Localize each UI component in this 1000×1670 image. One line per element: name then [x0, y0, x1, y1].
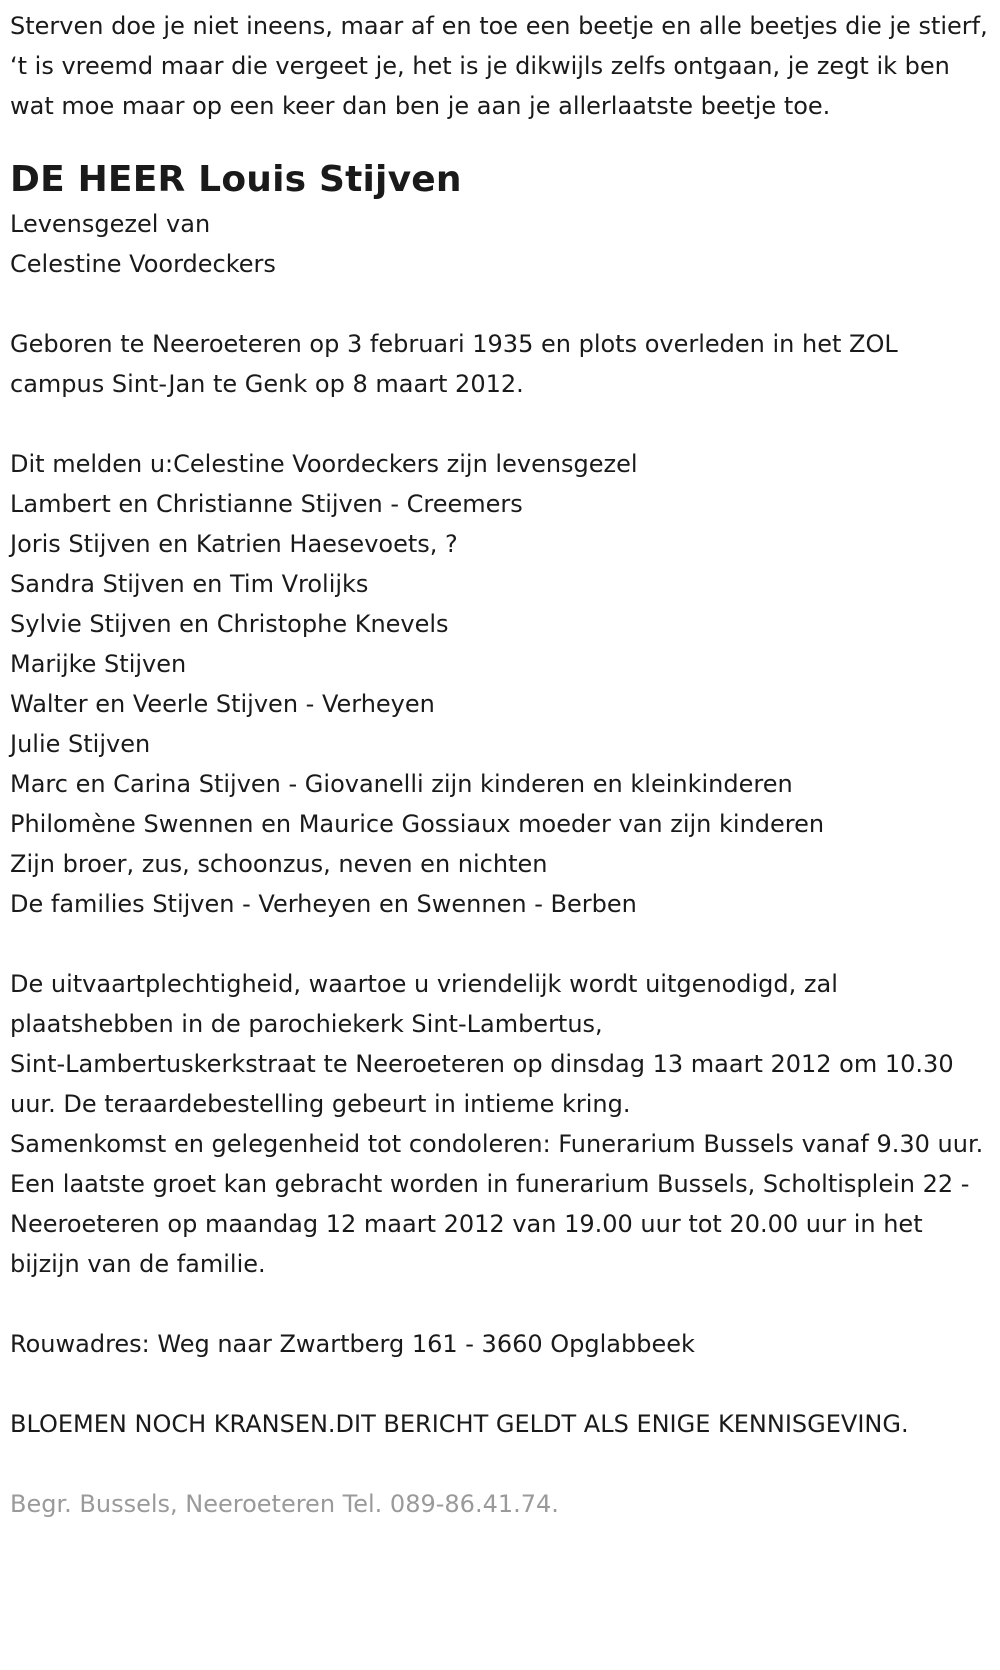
partner-section — [10, 204, 995, 284]
family-line: Walter en Veerle Stijven - Verheyen — [10, 690, 435, 718]
family-line: Zijn broer, zus, schoonzus, neven en nichten — [10, 850, 548, 878]
spacer — [10, 924, 995, 964]
family-line: Sylvie Stijven en Christophe Knevels — [10, 610, 449, 638]
funeral-paragraph: Samenkomst en gelegenheid tot condoleren: Funerarium Bussels vanaf 9.30 uur. — [10, 1130, 984, 1158]
family-line: Lambert en Christianne Stijven - Creemers — [10, 490, 523, 518]
family-line: Sandra Stijven en Tim Vrolijks — [10, 570, 369, 598]
poem-text: Sterven doe je niet ineens, maar af en toe een beetje en alle beetjes die je stierf, ‘t is vreemd maar die vergeet je, het is je dikwijls zelfs ontgaan, je zegt ik ben wat moe maar op een keer dan ben je aan je allerlaatste beetje toe. — [10, 12, 988, 120]
family-line: Joris Stijven en Katrien Haesevoets, ? — [10, 530, 458, 558]
funeral-details — [10, 964, 995, 1284]
funeral-paragraph: Sint-Lambertuskerkstraat te Neeroeteren op dinsdag 13 maart 2012 om 10.30 uur. De teraardebestelling gebeurt in intieme kring. — [10, 1050, 954, 1118]
spacer — [10, 404, 995, 444]
deceased-name: DE HEER Louis Stijven — [10, 159, 462, 200]
family-line: Philomène Swennen en Maurice Gossiaux moeder van zijn kinderen — [10, 810, 825, 838]
funeral-paragraph: Een laatste groet kan gebracht worden in funerarium Bussels, Scholtisplein 22 - Neeroeteren op maandag 12 maart 2012 van 19.00 uur tot 20.00 uur in het bijzijn van de familie. — [10, 1170, 970, 1278]
obituary-notice — [10, 6, 995, 1548]
birth-death-text: Geboren te Neeroeteren op 3 februari 1935 en plots overleden in het ZOL campus Sint-Jan te Genk op 8 maart 2012. — [10, 330, 898, 398]
family-line: Julie Stijven — [10, 730, 151, 758]
family-line: Marijke Stijven — [10, 650, 187, 678]
spacer — [10, 1284, 995, 1324]
family-line: Dit melden u:Celestine Voordeckers zijn levensgezel — [10, 450, 638, 478]
funeral-paragraph: De uitvaartplechtigheid, waartoe u vriendelijk wordt uitgenodigd, zal plaatshebben in de parochiekerk Sint-Lambertus, — [10, 970, 838, 1038]
family-line: Marc en Carina Stijven - Giovanelli zijn kinderen en kleinkinderen — [10, 770, 793, 798]
partner-label: Levensgezel van — [10, 210, 211, 238]
partner-name: Celestine Voordeckers — [10, 250, 276, 278]
family-list — [10, 444, 995, 924]
mourning-address: Rouwadres: Weg naar Zwartberg 161 - 3660 Opglabbeek — [10, 1330, 695, 1358]
undertaker-footer: Begr. Bussels, Neeroeteren Tel. 089-86.41.74. — [10, 1490, 559, 1518]
family-line: De families Stijven - Verheyen en Swennen - Berben — [10, 890, 637, 918]
spacer — [10, 1364, 995, 1404]
notice-text: BLOEMEN NOCH KRANSEN.DIT BERICHT GELDT ALS ENIGE KENNISGEVING. — [10, 1410, 909, 1438]
spacer — [10, 284, 995, 324]
